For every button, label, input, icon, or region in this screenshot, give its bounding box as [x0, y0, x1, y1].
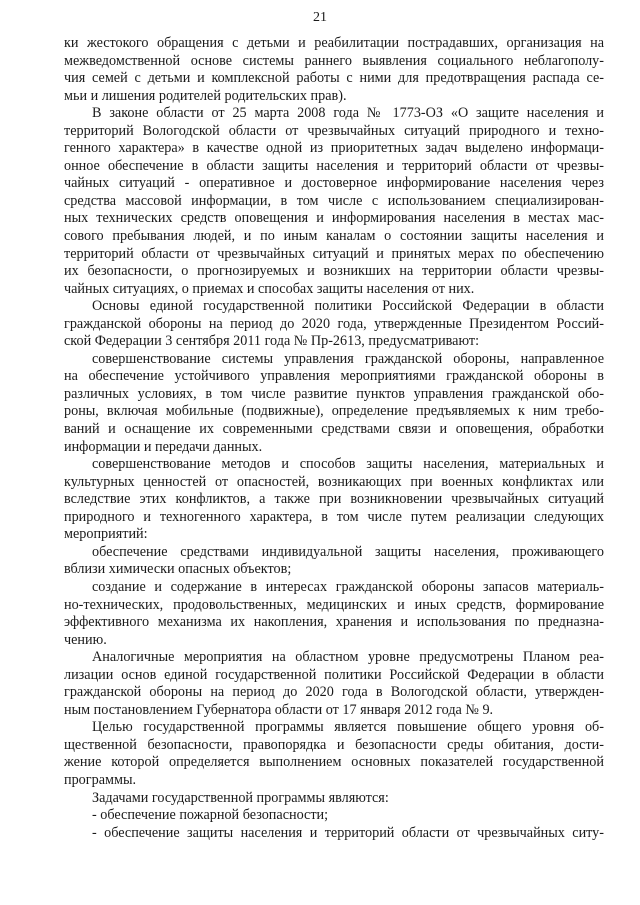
text-line: онное обеспечение в области защиты населения и территорий области от чрезвы- [64, 157, 604, 174]
text-line: различных условиях, в том числе развитие пунктов управления гражданской обо- [64, 385, 604, 402]
text-line: генного характера» в качестве одной из приоритетных задач выделено информаци- [64, 140, 604, 157]
text-line: межведомственной основе системы раннего выявления социального неблагополу- [64, 52, 604, 69]
text-line: ным постановлением Губернатора области от 17 января 2012 года № 9. [64, 701, 494, 718]
text-line: ской Федерации 3 сентября 2011 года № Пр-2613, предусматривают: [64, 333, 480, 350]
text-line: чению. [64, 631, 107, 648]
text-line: программы. [64, 771, 137, 788]
text-line: природного и техногенного характера, в том числе путем реализации следующих [64, 508, 604, 525]
text-line: В законе области от 25 марта 2008 года № 1773-ОЗ «О защите населения и [92, 105, 604, 122]
text-line: чайных ситуациях, о приемах и способах защиты населения от них. [64, 280, 475, 297]
text-line: гражданской обороны на период до 2020 года, утвержденные Президентом Россий- [64, 315, 604, 332]
text-line: мьи и лишения родителей родительских прав). [64, 87, 347, 104]
text-line: лизации основ единой государственной политики Российской Федерации в области [64, 666, 604, 683]
body-text [64, 35, 604, 842]
text-line: их безопасности, о прогнозируемых и возникших на территории области чрезвы- [64, 263, 604, 280]
text-line: щественной безопасности, правопорядка и безопасности среды обитания, дости- [64, 736, 604, 753]
text-line: эффективного механизма их накопления, хранения и использования по предназна- [64, 614, 604, 631]
text-line: территорий Вологодской области от чрезвычайных ситуаций природного и техно- [64, 122, 604, 139]
text-line: - обеспечение пожарной безопасности; [92, 807, 329, 824]
text-line: информации и передачи данных. [64, 438, 263, 455]
text-line: ных технических средств оповещения и информирования населения в местах мас- [64, 210, 604, 227]
text-line: Задачами государственной программы являются: [92, 789, 389, 806]
text-line: чия семей с детьми и комплексной работы с ними для предотвращения распада се- [64, 70, 604, 87]
text-line: территорий области от чрезвычайных ситуаций и принятых мерах по обеспечению [64, 245, 604, 262]
text-line: - обеспечение защиты населения и территорий области от чрезвычайных ситу- [92, 824, 604, 841]
text-line: вблизи химически опасных объектов; [64, 561, 292, 578]
page-number: 21 [313, 10, 327, 25]
text-line: мероприятий: [64, 526, 148, 543]
text-line: сового пребывания людей, и по иным каналам о состоянии защиты населения и [64, 228, 604, 245]
text-line: средства массовой информации, в том числе с использованием специализирован- [64, 192, 604, 209]
text-line: создание и содержание в интересах гражданской обороны запасов материаль- [92, 578, 604, 595]
text-line: культурных ценностей от опасностей, возникающих при военных конфликтах или [64, 473, 604, 490]
text-line: Целью государственной программы является повышение общего уровня об- [92, 719, 604, 736]
text-line: роны, включая мобильные (подвижные), определение предъявляемых к ним требо- [64, 403, 604, 420]
text-line: гражданской обороны на период до 2020 года в Вологодской области, утвержден- [64, 684, 604, 701]
text-line: совершенствование системы управления гражданской обороны, направленное [92, 350, 604, 367]
text-line: совершенствование методов и способов защиты населения, материальных и [92, 456, 604, 473]
text-line: Аналогичные мероприятия на областном уровне предусмотрены Планом реа- [92, 649, 604, 666]
text-line: но-технических, продовольственных, медицинских и иных средств, формирование [64, 596, 604, 613]
text-line: обеспечение средствами индивидуальной защиты населения, проживающего [92, 543, 604, 560]
text-line: Основы единой государственной политики Российской Федерации в области [92, 298, 604, 315]
text-line: вследствие этих конфликтов, а также при возникновении чрезвычайных ситуаций [64, 491, 604, 508]
text-line: жение которой определяется выполнением основных показателей государственной [64, 754, 604, 771]
text-line: чайных ситуаций - оперативное и достоверное информирование населения через [64, 175, 604, 192]
text-line: ки жестокого обращения с детьми и реабилитации пострадавших, организация на [64, 35, 604, 51]
text-line: на обеспечение устойчивого управления мероприятиями гражданской обороны в [64, 368, 604, 385]
text-line: ваний и оснащение их современными средствами связи и оповещения, обработки [64, 421, 604, 438]
